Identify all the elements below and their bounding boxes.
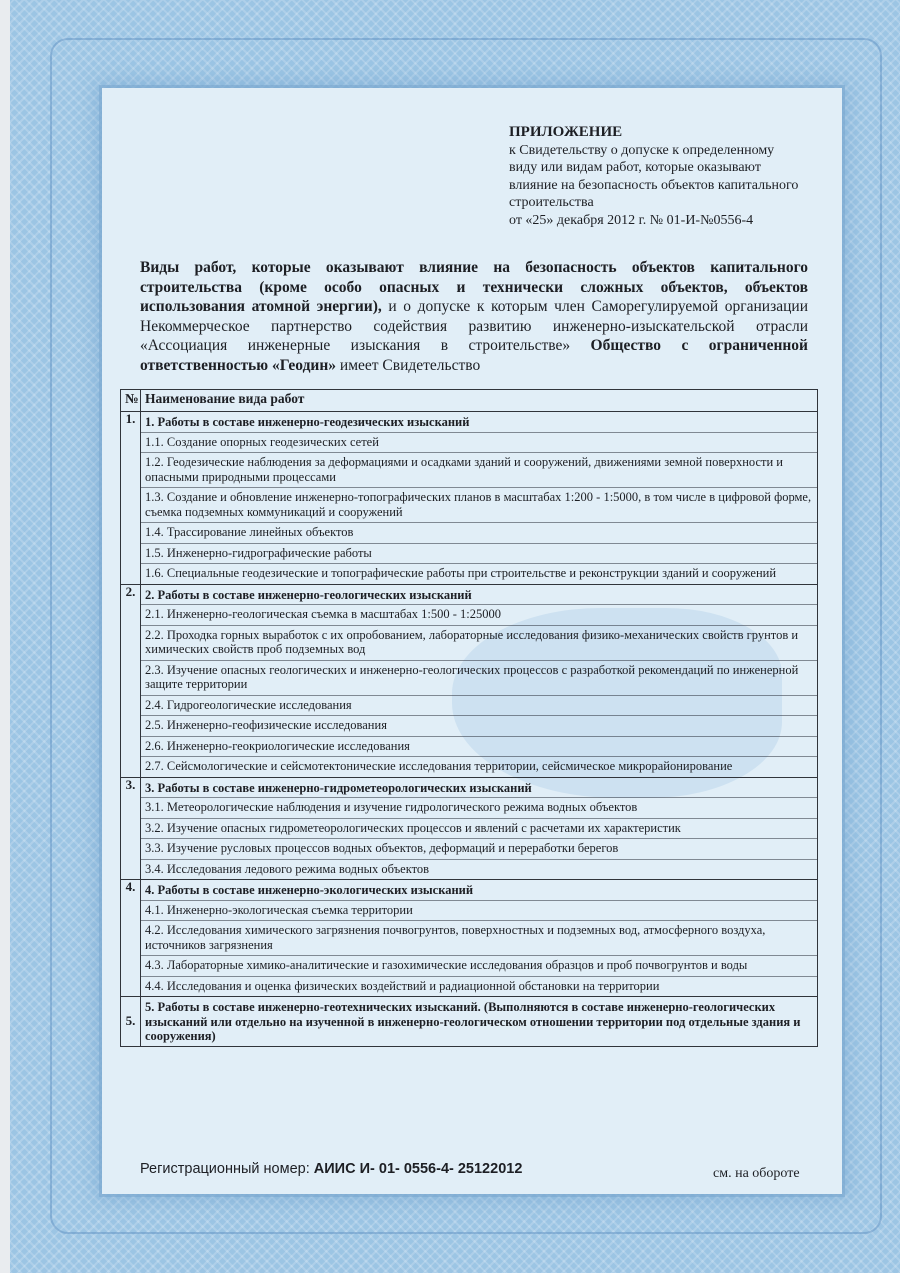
appendix-title: ПРИЛОЖЕНИЕ bbox=[509, 124, 623, 140]
work-item: 2.1. Инженерно-геологическая съемка в масштабах 1:500 - 1:25000 bbox=[141, 604, 817, 625]
appendix-block bbox=[509, 124, 829, 229]
work-item: 4.4. Исследования и оценка физических воздействий и радиационной обстановки на территории bbox=[141, 976, 817, 997]
intro-text: и о допуске к которым член Саморегулируемой организации Некоммерческое партнерство содействия развитию инженерно-изыскательской отрасли «Ассоциация инженерные изыскания в строительстве» bbox=[140, 298, 808, 354]
section-title: 1. Работы в составе инженерно-геодезических изысканий bbox=[145, 415, 470, 429]
work-item: 2.4. Гидрогеологические исследования bbox=[141, 695, 817, 716]
intro-bold: Виды работ, которые оказывают влияние на безопасность объектов капитального строительства (кроме особо опасных и технически сложных объектов, объектов использования атомной энергии), bbox=[140, 259, 808, 315]
section-number: 3. bbox=[121, 777, 141, 880]
section-row bbox=[121, 584, 818, 777]
work-item: 4.1. Инженерно-экологическая съемка территории bbox=[141, 900, 817, 921]
section-number: 2. bbox=[121, 584, 141, 777]
work-item: 3.4. Исследования ледового режима водных объектов bbox=[141, 859, 817, 880]
section-title: 3. Работы в составе инженерно-гидрометеорологических изысканий bbox=[145, 780, 532, 795]
section-content bbox=[141, 997, 818, 1047]
reg-number: АИИС И- 01- 0556-4- 25122012 bbox=[313, 1161, 523, 1177]
work-item: 1.4. Трассирование линейных объектов bbox=[141, 522, 817, 543]
work-item: 3.1. Метеорологические наблюдения и изучение гидрологического режима водных объектов bbox=[141, 797, 817, 818]
section-row bbox=[121, 777, 818, 880]
registration-number bbox=[140, 1161, 522, 1177]
appendix-line: строительства bbox=[509, 195, 594, 210]
section-content bbox=[141, 412, 818, 585]
sections-body bbox=[121, 412, 818, 1047]
work-item: 1.3. Создание и обновление инженерно-топографических планов в масштабах 1:200 - 1:5000, в том числе в цифровой форме, съемка подземных коммуникаций и сооружений bbox=[141, 487, 817, 522]
work-item: 3.2. Изучение опасных гидрометеорологических процессов и явлений с расчетами их характеристик bbox=[141, 818, 817, 839]
work-item: 4.2. Исследования химического загрязнения почвогрунтов, поверхностных и подземных вод, атмосферного воздуха, источников загрязнения bbox=[141, 920, 817, 955]
work-item: 4.3. Лабораторные химико-аналитические и газохимические исследования образцов и проб почвогрунтов и воды bbox=[141, 955, 817, 976]
section-row bbox=[121, 412, 818, 585]
work-item: 2.2. Проходка горных выработок с их опробованием, лабораторные исследования физико-механических свойств грунтов и химических свойств проб подземных вод bbox=[141, 625, 817, 660]
work-item: 1.6. Специальные геодезические и топографические работы при строительстве и реконструкции зданий и сооружений bbox=[141, 563, 817, 584]
section-content bbox=[141, 584, 818, 777]
intro-ending: имеет Свидетельство bbox=[336, 356, 481, 374]
header-name: Наименование вида работ bbox=[141, 390, 818, 412]
section-number: 1. bbox=[121, 412, 141, 585]
work-item: 2.5. Инженерно-геофизические исследования bbox=[141, 715, 817, 736]
section-title: 4. Работы в составе инженерно-экологических изысканий bbox=[145, 883, 474, 897]
work-item: 3.3. Изучение русловых процессов водных объектов, деформаций и переработки берегов bbox=[141, 838, 817, 859]
appendix-line: влияние на безопасность объектов капитального bbox=[509, 177, 799, 193]
section-content bbox=[141, 880, 818, 997]
company-name: Общество с ограниченной ответственностью «Геодин» bbox=[140, 337, 808, 374]
see-back-note: см. на обороте bbox=[713, 1166, 800, 1181]
appendix-line: к Свидетельству о допуске к определенному bbox=[509, 142, 775, 158]
table-header-row bbox=[121, 390, 818, 412]
section-number: 5. bbox=[121, 997, 141, 1047]
appendix-date-line: от «25» декабря 2012 г. № 01-И-№0556-4 bbox=[509, 212, 754, 228]
work-item: 2.3. Изучение опасных геологических и инженерно-геологических процессов с разработкой рекомендаций по инженерной защите территории bbox=[141, 660, 817, 695]
work-item: 2.7. Сейсмологические и сейсмотектонические исследования территории, сейсмическое микрорайонирование bbox=[141, 756, 817, 777]
works-table bbox=[120, 389, 818, 1047]
appendix-line: виду или видам работ, которые оказывают bbox=[509, 160, 761, 175]
intro-paragraph bbox=[140, 258, 808, 375]
section-title: 5. Работы в составе инженерно-геотехнических изысканий. (Выполняются в составе инженерно-геологических изысканий или отдельно на изученной в инженерно-геологическом отношении территории под отдельные здания и сооружения) bbox=[145, 1000, 801, 1043]
work-item: 1.1. Создание опорных геодезических сетей bbox=[141, 432, 817, 453]
work-item: 1.5. Инженерно-гидрографические работы bbox=[141, 543, 817, 564]
section-row bbox=[121, 997, 818, 1047]
section-row bbox=[121, 880, 818, 997]
header-num: № bbox=[121, 390, 141, 412]
work-item: 2.6. Инженерно-геокриологические исследования bbox=[141, 736, 817, 757]
section-number: 4. bbox=[121, 880, 141, 997]
section-content bbox=[141, 777, 818, 880]
work-item: 1.2. Геодезические наблюдения за деформациями и осадками зданий и сооружений, движениями земной поверхности и опасными природными процессами bbox=[141, 452, 817, 487]
section-title: 2. Работы в составе инженерно-геологических изысканий bbox=[145, 587, 472, 602]
reg-label: Регистрационный номер: bbox=[140, 1161, 314, 1177]
